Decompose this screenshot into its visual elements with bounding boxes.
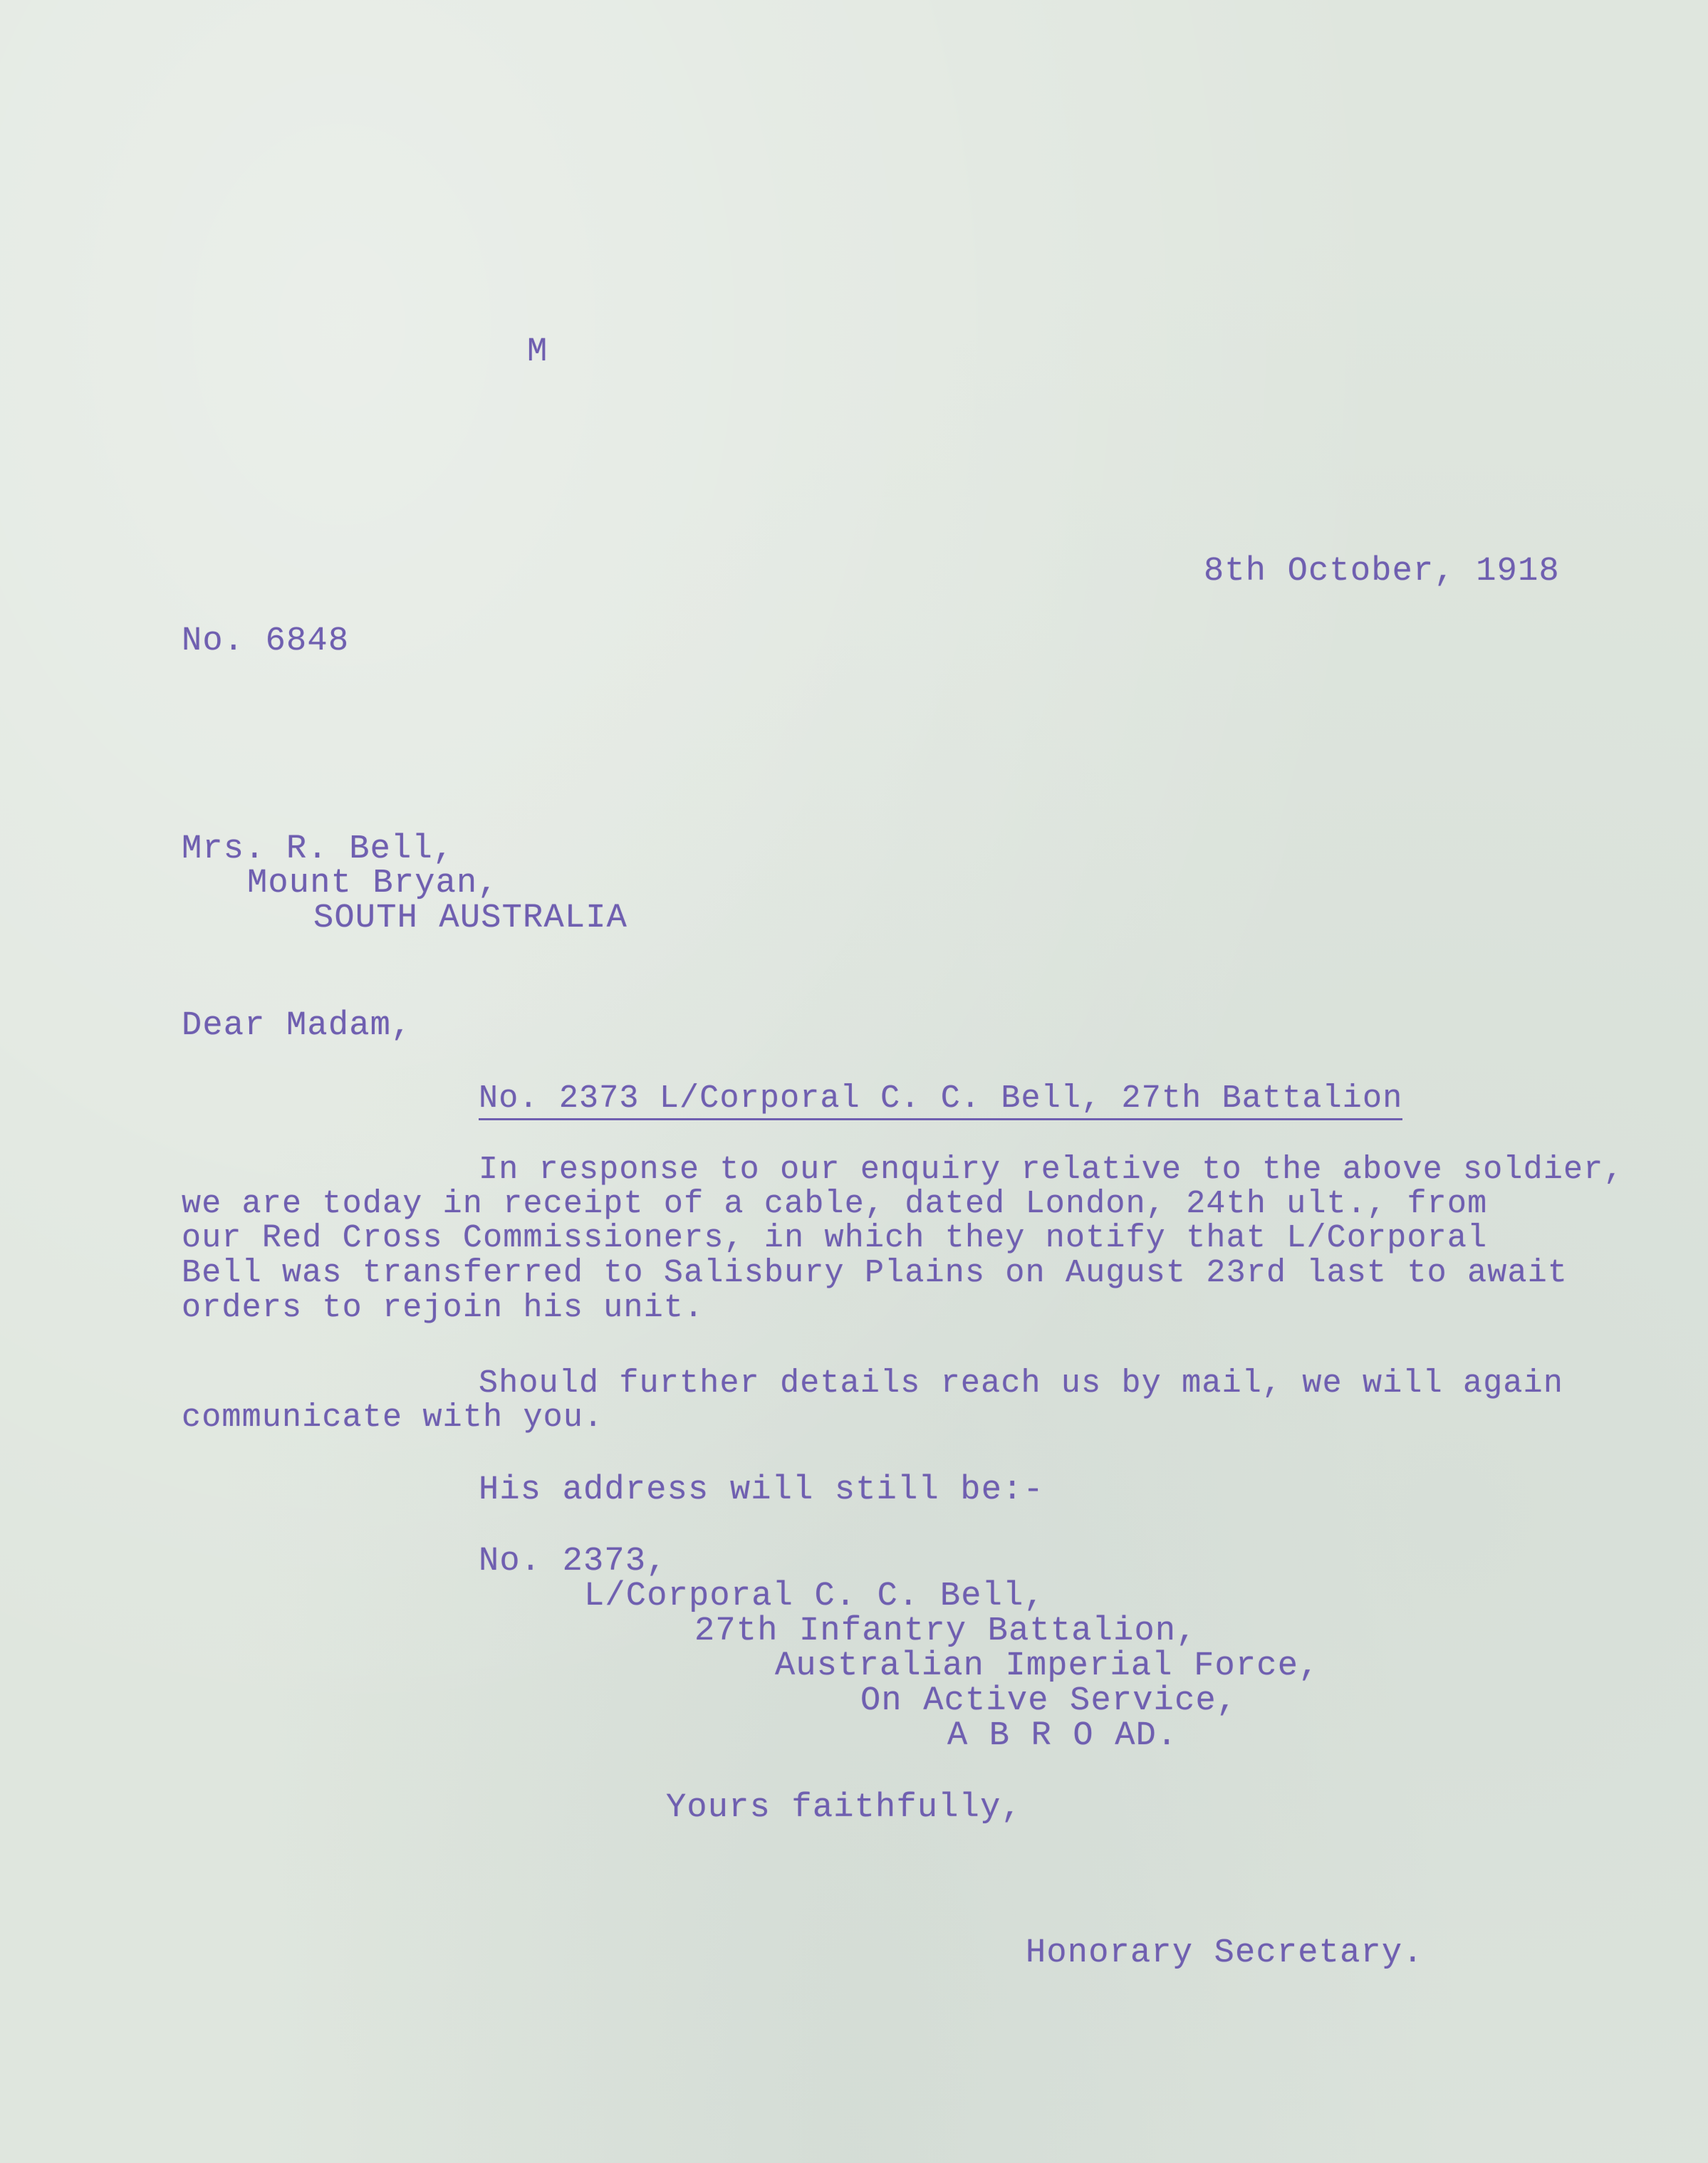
recipient-town: Mount Bryan, [247,865,499,902]
letter-initial: M [527,333,548,371]
paragraph-2-line-1: Should further details reach us by mail, we will again [479,1365,1564,1402]
subject-line: No. 2373 L/Corporal C. C. Bell, 27th Battalion [479,1081,1402,1120]
address-line-3: 27th Infantry Battalion, [694,1612,1197,1650]
closing: Yours faithfully, [666,1789,1022,1827]
paragraph-1-line-1: In response to our enquiry relative to the above soldier, [479,1152,1624,1188]
address-line-5: On Active Service, [860,1682,1238,1720]
address-line-1: No. 2373, [479,1543,667,1580]
paragraph-1-line-2: we are today in receipt of a cable, dated London, 24th ult., from [182,1186,1488,1222]
reference-number: No. 6848 [182,622,350,660]
salutation: Dear Madam, [182,1007,412,1045]
letter-date: 8th October, 1918 [1204,553,1560,590]
paragraph-1-line-5: orders to rejoin his unit. [182,1290,704,1326]
signature-title: Honorary Secretary. [1026,1934,1424,1972]
address-line-6: A B R O AD. [947,1717,1178,1755]
paragraph-2-line-2: communicate with you. [182,1400,604,1436]
paragraph-1-line-4: Bell was transferred to Salisbury Plains on August 23rd last to await [182,1255,1568,1291]
address-line-2: L/Corporal C. C. Bell, [584,1578,1045,1615]
paragraph-1-line-3: our Red Cross Commissioners, in which they notify that L/Corporal [182,1220,1488,1256]
address-line-4: Australian Imperial Force, [775,1647,1320,1685]
recipient-name: Mrs. R. Bell, [182,830,454,868]
paragraph-3: His address will still be:- [479,1471,1044,1509]
recipient-state: SOUTH AUSTRALIA [313,900,628,937]
